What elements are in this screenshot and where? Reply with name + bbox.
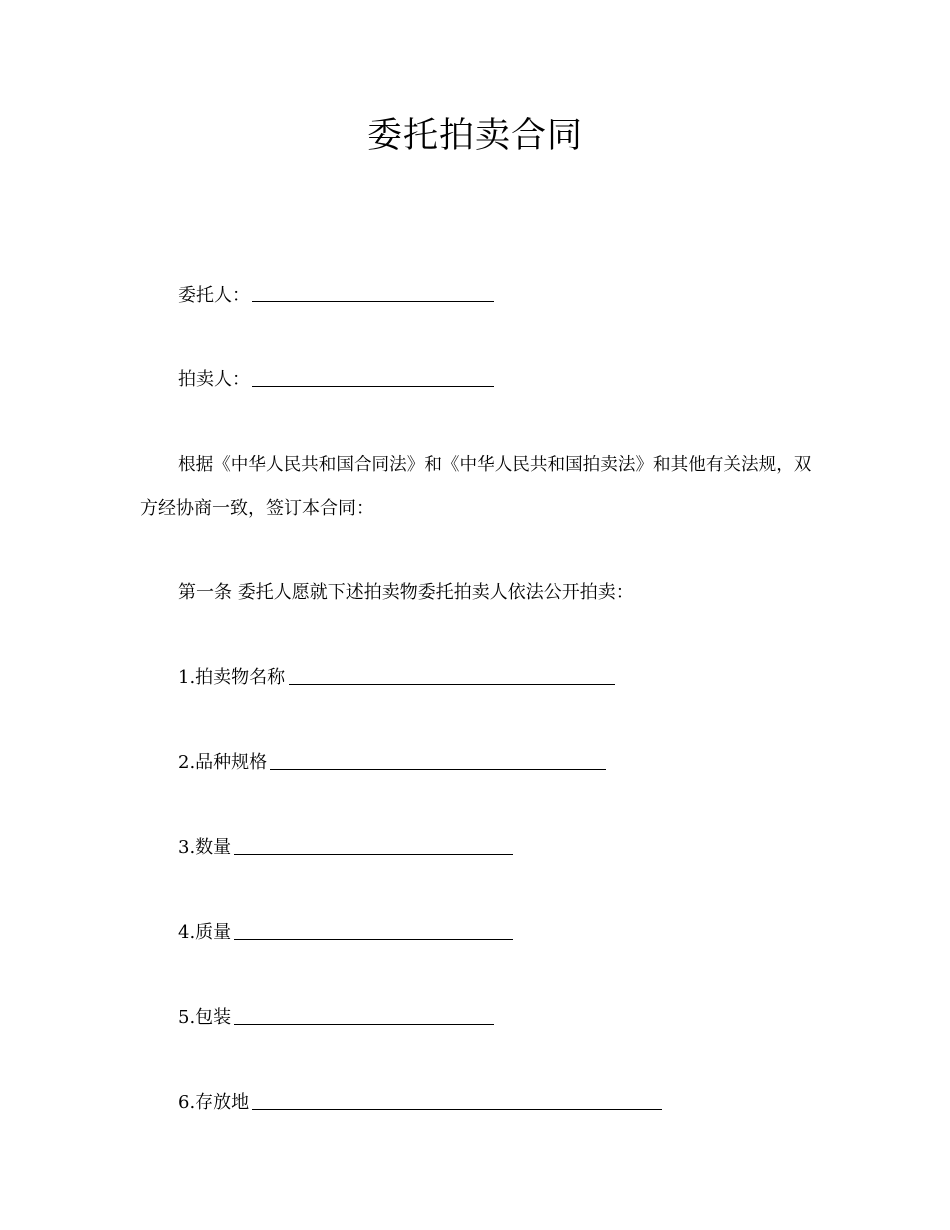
- item-spec-label: 2.品种规格: [178, 752, 268, 773]
- item-packaging-label: 5.包装: [178, 1007, 232, 1028]
- item-quantity-label: 3.数量: [178, 837, 232, 858]
- item-spec-blank: [270, 769, 606, 770]
- preamble-line-2: 方经协商一致，签订本合同：: [140, 498, 374, 519]
- item-storage-blank: [252, 1109, 662, 1110]
- article-1: 第一条 委托人愿就下述拍卖物委托拍卖人依法公开拍卖：: [178, 582, 634, 603]
- item-packaging-blank: [234, 1024, 494, 1025]
- item-quantity-blank: [234, 854, 513, 855]
- preamble-line-1: 根据《中华人民共和国合同法》和《中华人民共和国拍卖法》和其他有关法规，双: [178, 455, 812, 475]
- item-quality-blank: [234, 939, 513, 940]
- item-quality-label: 4.质量: [178, 922, 232, 943]
- item-storage-label: 6.存放地: [178, 1092, 250, 1113]
- document-title: 委托拍卖合同: [366, 116, 583, 156]
- auctioneer-blank-line: [252, 386, 494, 387]
- item-auction-name-blank: [289, 684, 615, 685]
- auctioneer-label: 拍卖人：: [178, 369, 250, 390]
- client-label: 委托人：: [178, 285, 250, 306]
- client-blank-line: [252, 301, 494, 302]
- item-auction-name-label: 1.拍卖物名称: [178, 667, 286, 688]
